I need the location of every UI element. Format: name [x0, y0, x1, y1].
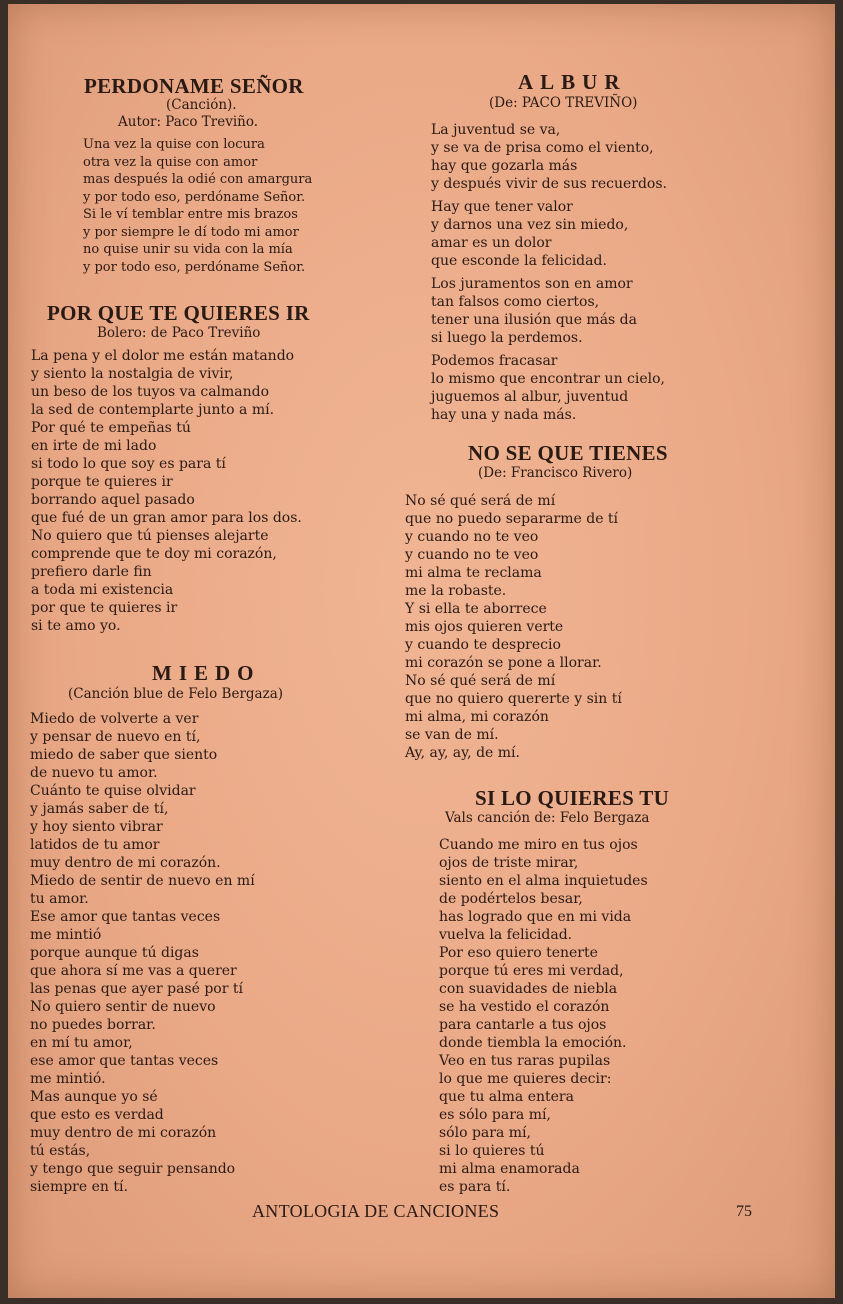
- song-title: PERDONAME SEÑOR: [84, 74, 304, 98]
- book-page: [8, 4, 835, 1298]
- lyric-line: latidos de tu amor: [30, 837, 160, 853]
- song-lyrics: [83, 136, 312, 276]
- song-lyrics: [439, 836, 648, 1196]
- lyric-line: Por qué te empeñas tú: [31, 420, 191, 436]
- lyric-line: No sé qué será de mí: [405, 493, 556, 509]
- lyric-line: por que te quieres ir: [31, 600, 178, 616]
- lyric-line: Una vez la quise con locura: [83, 137, 265, 152]
- lyric-line: no puedes borrar.: [30, 1017, 156, 1033]
- lyric-line: no quise unir su vida con la mía: [83, 242, 293, 257]
- page-number: 75: [736, 1203, 752, 1220]
- song-lyrics: [405, 492, 622, 762]
- lyric-line: en irte de mi lado: [31, 438, 157, 454]
- lyric-line: borrando aquel pasado: [31, 492, 195, 508]
- lyric-line: comprende que te doy mi corazón,: [31, 546, 277, 562]
- lyric-line: que tu alma entera: [439, 1089, 574, 1105]
- lyric-line: que no quiero quererte y sin tí: [405, 691, 622, 707]
- lyric-line: No quiero sentir de nuevo: [30, 999, 216, 1015]
- song-lyrics: [30, 710, 255, 1196]
- lyric-line: para cantarle a tus ojos: [439, 1017, 607, 1033]
- lyric-line: me la robaste.: [405, 583, 507, 599]
- lyric-line: mi corazón se pone a llorar.: [405, 655, 602, 671]
- lyric-line: porque te quieres ir: [31, 474, 173, 490]
- lyric-line: un beso de los tuyos va calmando: [31, 384, 270, 400]
- lyric-line: porque tú eres mi verdad,: [439, 963, 624, 979]
- song-title-no-se-que-tienes: NO SE QUE TIENES: [468, 441, 668, 465]
- lyric-line: y cuando no te veo: [405, 547, 539, 563]
- lyric-line: ojos de triste mirar,: [439, 855, 579, 871]
- lyric-line: Cuánto te quise olvidar: [30, 783, 196, 799]
- lyric-line: prefiero darle fin: [31, 564, 152, 580]
- lyric-line: y cuando no te veo: [405, 529, 539, 545]
- lyric-line: donde tiembla la emoción.: [439, 1035, 627, 1051]
- lyric-line: Podemos fracasar: [431, 353, 558, 369]
- song-subtitle: Bolero: de Paco Treviño: [97, 325, 261, 341]
- lyric-line: si todo lo que soy es para tí: [31, 456, 226, 472]
- book-title-footer: ANTOLOGIA DE CANCIONES: [252, 1201, 500, 1221]
- lyric-line: de nuevo tu amor.: [30, 765, 158, 781]
- lyric-line: se ha vestido el corazón: [439, 999, 610, 1015]
- lyric-line: tu amor.: [30, 891, 89, 907]
- lyric-line: si luego la perdemos.: [431, 330, 583, 346]
- lyric-line: lo que me quieres decir:: [439, 1071, 612, 1087]
- song-subtitle: Vals canción de: Felo Bergaza: [445, 810, 650, 826]
- lyric-line: y después vivir de sus recuerdos.: [431, 176, 667, 192]
- lyric-line: que no puedo separarme de tí: [405, 511, 619, 527]
- lyric-line: de podértelos besar,: [439, 891, 583, 907]
- lyric-line: si lo quieres tú: [439, 1143, 545, 1159]
- lyric-line: Ay, ay, ay, de mí.: [405, 745, 520, 761]
- lyric-line: y por todo eso, perdóname Señor.: [83, 259, 306, 275]
- lyric-line: que esconde la felicidad.: [431, 253, 607, 269]
- song-title-si-lo-quieres-tu: SI LO QUIERES TU: [475, 786, 670, 810]
- lyric-line: siento en el alma inquietudes: [439, 873, 648, 889]
- lyric-line: Cuando me miro en tus ojos: [439, 837, 638, 853]
- lyric-line: mi alma te reclama: [405, 565, 542, 581]
- song-subtitle: (Canción blue de Felo Bergaza): [68, 686, 284, 702]
- lyric-line: porque aunque tú digas: [30, 945, 199, 961]
- lyric-line: tan falsos como ciertos,: [431, 294, 600, 310]
- lyric-line: muy dentro de mi corazón.: [30, 855, 221, 871]
- lyric-line: y por todo eso, perdóname Señor.: [83, 189, 306, 205]
- song-title-miedo: MIEDO: [152, 661, 261, 685]
- lyric-line: Hay que tener valor: [431, 199, 573, 215]
- lyric-line: La pena y el dolor me están matando: [31, 348, 295, 364]
- lyric-line: que fué de un gran amor para los dos.: [31, 510, 302, 526]
- lyric-line: Si le ví temblar entre mis brazos: [83, 207, 298, 222]
- lyric-line: juguemos al albur, juventud: [431, 389, 629, 405]
- lyric-line: y siento la nostalgia de vivir,: [31, 366, 234, 382]
- lyric-line: Y si ella te aborrece: [405, 601, 547, 617]
- lyric-line: y tengo que seguir pensando: [30, 1161, 236, 1177]
- song-title-albur: ALBUR: [518, 70, 627, 94]
- lyric-line: se van de mí.: [405, 727, 499, 743]
- lyric-line: es sólo para mí,: [439, 1107, 551, 1123]
- lyric-line: la sed de contemplarte junto a mí.: [31, 402, 275, 418]
- lyric-line: amar es un dolor: [431, 235, 552, 251]
- lyric-line: y jamás saber de tí,: [30, 801, 169, 817]
- lyric-line: a toda mi existencia: [31, 582, 174, 598]
- lyric-line: que esto es verdad: [30, 1107, 164, 1123]
- lyric-line: me mintió.: [30, 1071, 106, 1087]
- lyric-line: has logrado que en mi vida: [439, 909, 632, 925]
- lyric-line: ese amor que tantas veces: [30, 1053, 219, 1069]
- lyric-line: que ahora sí me vas a querer: [30, 963, 237, 979]
- song-subtitle: (De: Francisco Rivero): [478, 465, 633, 481]
- lyric-line: con suavidades de niebla: [439, 981, 618, 997]
- lyric-line: mas después la odié con amargura: [83, 172, 313, 187]
- song-lyrics: [31, 347, 302, 635]
- lyric-line: siempre en tí.: [30, 1179, 128, 1195]
- lyric-line: y cuando te desprecio: [405, 637, 561, 653]
- lyric-line: miedo de saber que siento: [30, 747, 218, 763]
- lyric-line: sólo para mí,: [439, 1125, 531, 1141]
- lyric-line: y darnos una vez sin miedo,: [431, 217, 629, 233]
- song-subtitle: (De: PACO TREVIÑO): [489, 95, 638, 111]
- lyric-line: Por eso quiero tenerte: [439, 945, 598, 961]
- song-lyrics: [431, 121, 667, 424]
- song-author: Autor: Paco Treviño.: [118, 114, 259, 130]
- lyric-line: mi alma, mi corazón: [405, 709, 549, 725]
- lyric-line: Veo en tus raras pupilas: [439, 1053, 611, 1069]
- lyric-line: La juventud se va,: [431, 122, 561, 138]
- lyric-line: Ese amor que tantas veces: [30, 909, 221, 925]
- lyric-line: No quiero que tú pienses alejarte: [31, 528, 269, 544]
- lyric-line: muy dentro de mi corazón: [30, 1125, 217, 1141]
- lyric-line: y se va de prisa como el viento,: [431, 140, 654, 156]
- lyric-line: hay una y nada más.: [431, 407, 577, 423]
- lyric-line: mi alma enamorada: [439, 1161, 580, 1177]
- lyric-line: lo mismo que encontrar un cielo,: [431, 371, 666, 387]
- lyric-line: Los juramentos son en amor: [431, 276, 633, 292]
- lyric-line: No sé qué será de mí: [405, 673, 556, 689]
- lyric-line: y por siempre le dí todo mi amor: [83, 224, 299, 240]
- lyric-line: en mí tu amor,: [30, 1035, 133, 1051]
- lyric-line: tú estás,: [30, 1143, 91, 1159]
- lyric-line: mis ojos quieren verte: [405, 619, 564, 635]
- song-subtitle: (Canción).: [166, 97, 237, 113]
- lyric-line: me mintió: [30, 927, 102, 943]
- lyric-line: las penas que ayer pasé por tí: [30, 981, 243, 997]
- lyric-line: y hoy siento vibrar: [30, 819, 163, 835]
- lyric-line: si te amo yo.: [31, 618, 121, 634]
- lyric-line: tener una ilusión que más da: [431, 312, 637, 328]
- lyric-line: vuelva la felicidad.: [439, 927, 573, 943]
- lyric-line: y pensar de nuevo en tí,: [30, 729, 201, 745]
- lyric-line: otra vez la quise con amor: [83, 154, 258, 170]
- lyric-line: hay que gozarla más: [431, 158, 578, 174]
- lyric-line: Miedo de volverte a ver: [30, 711, 199, 727]
- lyric-line: Mas aunque yo sé: [30, 1089, 158, 1105]
- song-title-por-que-te-quieres-ir: POR QUE TE QUIERES IR: [47, 301, 310, 325]
- lyric-line: es para tí.: [439, 1179, 511, 1195]
- song-perdoname-senor: [84, 74, 304, 99]
- lyric-line: Miedo de sentir de nuevo en mí: [30, 873, 255, 889]
